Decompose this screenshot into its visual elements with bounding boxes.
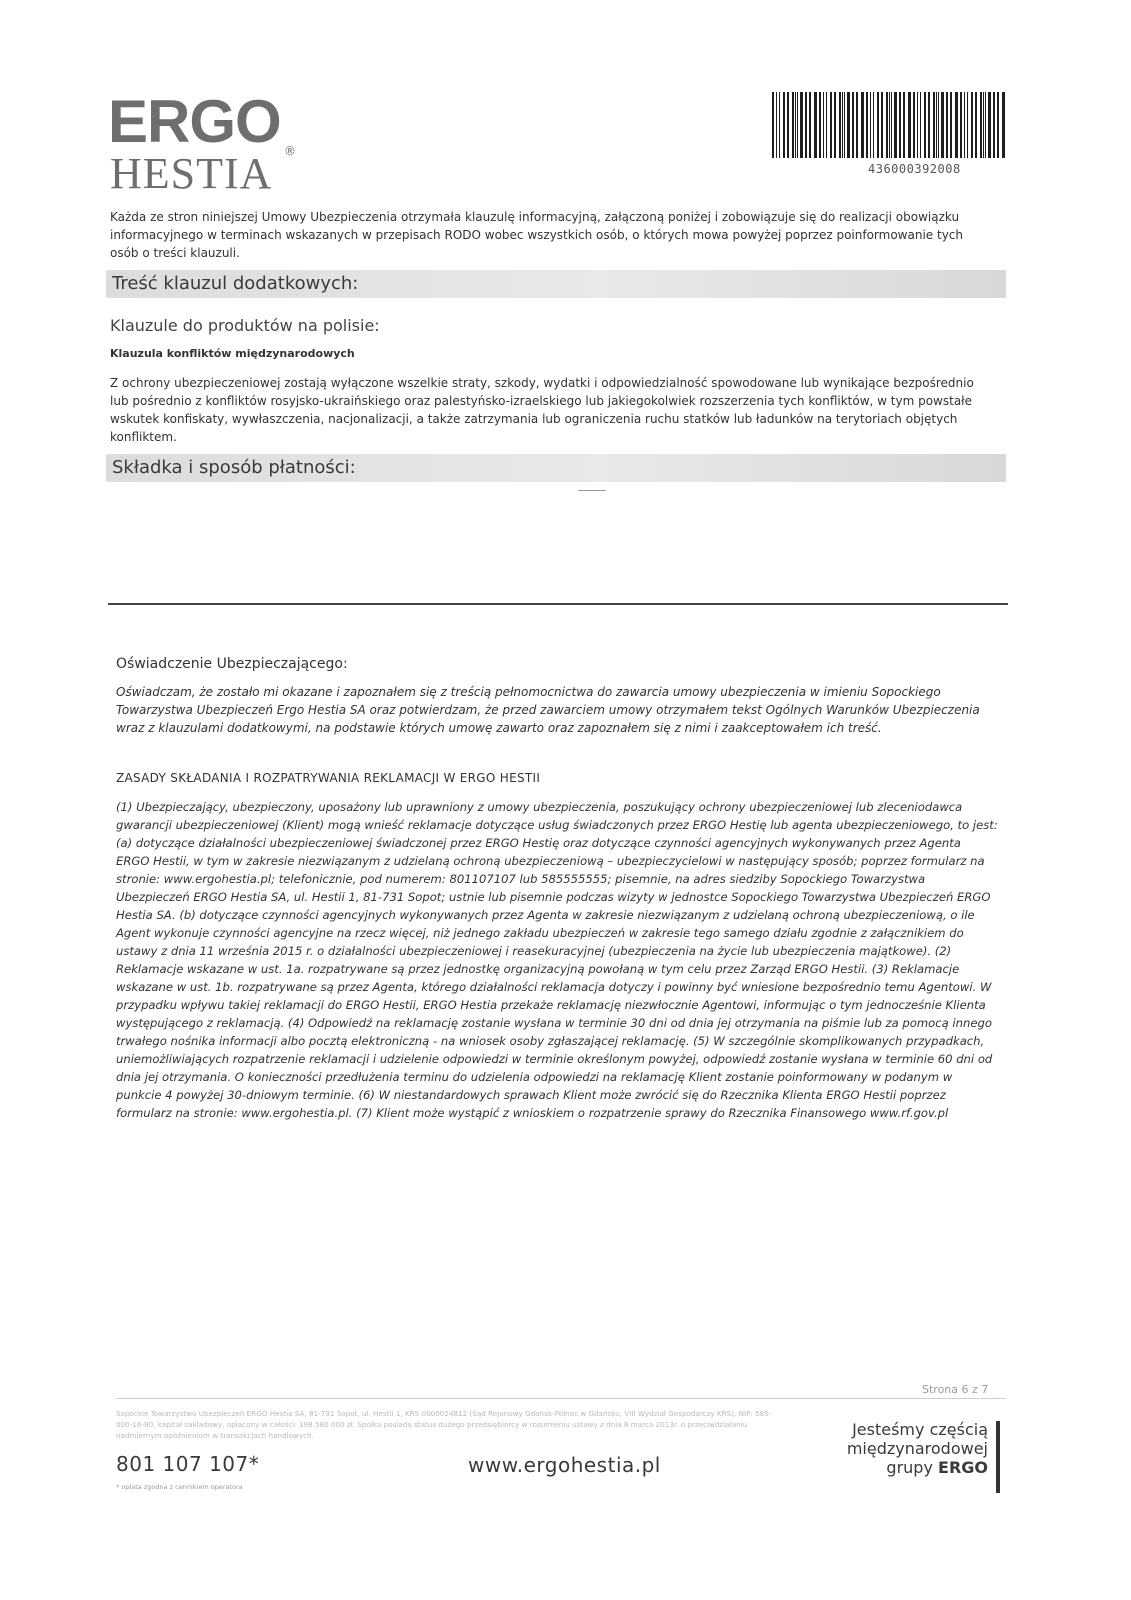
barcode-bar xyxy=(779,92,780,158)
barcode-bar xyxy=(980,92,982,158)
barcode-bar xyxy=(823,92,824,158)
declaration-heading: Oświadczenie Ubezpieczającego: xyxy=(116,656,348,672)
barcode-bar xyxy=(997,92,999,158)
clause-title: Klauzula konfliktów międzynarodowych xyxy=(110,347,355,360)
barcode-bar xyxy=(795,92,796,158)
footer-phone: 801 107 107* xyxy=(116,1452,260,1476)
barcode-bar xyxy=(967,92,968,158)
barcode-bar xyxy=(886,92,888,158)
barcode-bar xyxy=(787,92,789,158)
barcode-bar xyxy=(960,92,962,158)
barcode-bar xyxy=(797,92,798,158)
barcode-bar xyxy=(772,92,774,158)
footer-phone-note: * opłata zgodna z cennikiem operatora xyxy=(116,1483,243,1491)
barcode-bar xyxy=(809,92,811,158)
footer-tagline xyxy=(800,1420,988,1477)
barcode-bar xyxy=(975,92,977,158)
barcode-bar xyxy=(842,92,843,158)
barcode-bar xyxy=(938,92,939,158)
complaint-rules-text: (1) Ubezpieczający, ubezpieczony, uposażony lub uprawniony z umowy ubezpieczenia, poszukujący ochrony ubezpieczeniowej lub zleceniodawca gwarancji ubezpieczeniowej (Klient) mogą wnieść reklamacje dotyczące usług świadczonych przez ERGO Hestię lub agenta ubezpieczeniowego, to jest: (a) dotyczące działalności ubezpieczeniowej świadczonej przez ERGO Hestię oraz dotyczące czynności agencyjnych wykonywanych przez Agenta ERGO Hestii, w tym w zakresie niezwiązanym z udzielaną ochroną ubezpieczeniową – ubezpieczycielowi w następujący sposób; poprzez formularz na stronie: www.ergohestia.pl; telefonicznie, pod numerem: 801107107 lub 585555555; pisemnie, na adres siedziby Sopockiego Towarzystwa Ubezpieczeń ERGO Hestia SA, ul. Hestii 1, 81-731 Sopot; ustnie lub pisemnie podczas wizyty w jednostce Sopockiego Towarzystwa Ubezpieczeń ERGO Hestia SA. (b) dotyczące czynności agencyjnych wykonywanych przez Agenta w zakresie niezwiązanym z udzielaną ochroną ubezpieczeniową, o ile Agent wykonuje czynności agencyjne na rzecz więcej, niż jednego zakładu ubezpieczeń w zakresie tego samego działu zgodnie z załącznikiem do ustawy z dnia 11 września 2015 r. o działalności ubezpieczeniowej i reasekuracyjnej (ubezpieczenia na życie lub ubezpieczenia majątkowe). (2) Reklamacje wskazane w ust. 1a. rozpatrywane są przez jednostkę organizacyjną powołaną w tym celu przez Zarząd ERGO Hestii. (3) Reklamacje wskazane w ust. 1b. rozpatrywane są przez Agenta, którego działalności reklamacja dotyczy i powinny być wniesione bezpośrednio temu Agentowi. W przypadku wpływu takiej reklamacji do ERGO Hestii, ERGO Hestia przekaże reklamację niezwłocznie Agentowi, informując o tym jednocześnie Klienta występującego z reklamacją. (4) Odpowiedź na reklamację zostanie wysłana w terminie 30 dni od dnia jej otrzymania na piśmie lub za pomocą innego trwałego nośnika informacji albo pocztą elektroniczną - na wniosek osoby zgłaszającej reklamację. (5) W szczególnie skomplikowanych przypadkach, uniemożliwiających rozpatrzenie reklamacji i udzielenie odpowiedzi w terminie określonym powyżej, odpowiedź zostanie wysłana w terminie 60 dni od dnia jej otrzymania. O konieczności przedłużenia terminu do udzielenia odpowiedzi na reklamację Klient zostanie poinformowany w podanym w punkcie 4 powyżej 30-dniowym terminie. (6) W niestandardowych sprawach Klient może zwrócić się do Rzecznika Klienta ERGO Hestii poprzez formularz na stronie: www.ergohestia.pl. (7) Klient może wystąpić z wnioskiem o rozpatrzenie sprawy do Rzecznika Finansowego www.rf.gov.pl xyxy=(116,800,998,1120)
logo-ergo-text: ERGO xyxy=(108,88,281,155)
logo-hestia-text: HESTIA xyxy=(110,149,273,198)
barcode-bar xyxy=(776,92,777,158)
barcode-bar xyxy=(830,92,832,158)
barcode-bar xyxy=(946,92,948,158)
barcode-bars xyxy=(770,92,1010,158)
barcode-bar xyxy=(913,92,915,158)
barcode-bar xyxy=(819,92,821,158)
barcode-bar xyxy=(894,92,897,158)
barcode xyxy=(770,92,1010,176)
ergo-hestia-logo xyxy=(108,88,308,202)
barcode-bar xyxy=(814,92,817,158)
barcode-bar xyxy=(903,92,905,158)
barcode-bar xyxy=(924,92,926,158)
intro-paragraph: Każda ze stron niniejszej Umowy Ubezpieczenia otrzymała klauzulę informacyjną, załączoną poniżej i zobowiązuje się do realizacji obowiązku informacyjnego w terminach wskazanych w przepisach RODO wobec wszystkich osób, o których mowa powyżej poprzez poinformowanie tych osób o treści klauzuli. xyxy=(110,210,963,260)
barcode-bar xyxy=(889,92,890,158)
barcode-bar xyxy=(792,92,794,158)
barcode-bar xyxy=(988,92,991,158)
tagline-rule xyxy=(996,1421,1000,1493)
barcode-bar xyxy=(800,92,803,158)
tagline-line-2: międzynarodowej xyxy=(846,1439,988,1458)
barcode-bar xyxy=(861,92,864,158)
tagline-line-1: Jesteśmy częścią xyxy=(852,1420,988,1439)
barcode-bar xyxy=(985,92,986,158)
barcode-bar xyxy=(950,92,952,158)
tagline-line-3 xyxy=(800,1458,988,1477)
tagline-brand: ERGO xyxy=(938,1458,988,1477)
barcode-bar xyxy=(971,92,973,158)
barcode-bar xyxy=(839,92,841,158)
barcode-bar xyxy=(1002,92,1005,158)
barcode-bar xyxy=(955,92,958,158)
barcode-bar xyxy=(936,92,937,158)
barcode-bar xyxy=(941,92,944,158)
barcode-bar xyxy=(877,92,879,158)
product-clauses-heading: Klauzule do produktów na polisie: xyxy=(110,316,380,335)
barcode-bar xyxy=(805,92,807,158)
section-bar-premium xyxy=(106,454,1006,482)
section-title-premium: Składka i sposób płatności: xyxy=(112,457,356,478)
barcode-bar xyxy=(920,92,921,158)
barcode-bar xyxy=(928,92,930,158)
barcode-bar xyxy=(908,92,911,158)
barcode-bar xyxy=(870,92,871,158)
footer-legal-text: Sopockie Towarzystwo Ubezpieczeń ERGO Hestia SA, 81-731 Sopot, ul. Hestii 1, KRS 0000024812 (Sąd Rejonowy Gdańsk-Północ w Gdańsku, VIII Wydział Gospodarczy KRS), NIP: 585-000-16-90, kapitał zakładowy, opłacony w całości: 198 580 000 zł. Spółka posiada status dużego przedsiębiorcy w rozumieniu ustawy z dnia 8 marca 2013r. o przeciwdziałaniu nadmiernym opóźnieniom w transakcjach handlowych. xyxy=(116,1409,772,1440)
complaint-rules-heading: ZASADY SKŁADANIA I ROZPATRYWANIA REKLAMACJI W ERGO HESTII xyxy=(116,771,541,785)
declaration-text: Oświadczam, że zostało mi okazane i zapoznałem się z treścią pełnomocnictwa do zawarcia umowy ubezpieczenia w imieniu Sopockiego Towarzystwa Ubezpieczeń Ergo Hestia SA oraz potwierdzam, że przed zawarciem umowy otrzymałem tekst Ogólnych Warunków Ubezpieczenia wraz z klauzulami dodatkowymi, na podstawie których umowę zawarto oraz zapoznałem się z nimi i zaakceptowałem ich treść. xyxy=(116,685,980,735)
registered-mark: ® xyxy=(284,144,296,158)
barcode-bar xyxy=(847,92,850,158)
barcode-bar xyxy=(881,92,883,158)
barcode-bar xyxy=(873,92,874,158)
barcode-bar xyxy=(834,92,836,158)
clause-text: Z ochrony ubezpieczeniowej zostają wyłączone wszelkie straty, szkody, wydatki i odpowiedzialność spowodowane lub wynikające bezpośrednio lub pośrednio z konfliktów rosyjsko-ukraińskiego oraz palestyńsko-izraelskiego lub jakiegokolwiek rozszerzenia tych konfliktów, w tym powstałe wskutek konfiskaty, wywłaszczenia, nacjonalizacji, a także zatrzymania lub ograniczenia ruchu statków lub ładunków na terytoriach objętych konfliktem. xyxy=(110,376,974,444)
page-number: Strona 6 z 7 xyxy=(922,1383,989,1396)
barcode-number: 436000392008 xyxy=(868,162,961,176)
barcode-bar xyxy=(866,92,868,158)
barcode-bar xyxy=(993,92,995,158)
barcode-bar xyxy=(964,92,965,158)
barcode-bar xyxy=(891,92,892,158)
section-title-additional-clauses: Treść klauzul dodatkowych: xyxy=(112,273,359,294)
tagline-group: grupy xyxy=(886,1458,933,1477)
stray-mark xyxy=(578,490,606,491)
barcode-bar xyxy=(983,92,984,158)
barcode-bar xyxy=(899,92,901,158)
horizontal-divider xyxy=(108,603,1008,605)
barcode-bar xyxy=(826,92,827,158)
barcode-bar xyxy=(917,92,918,158)
barcode-bar xyxy=(783,92,785,158)
footer-divider xyxy=(116,1398,1006,1399)
section-bar-additional-clauses xyxy=(106,270,1006,298)
barcode-bar xyxy=(852,92,854,158)
barcode-bar xyxy=(856,92,858,158)
barcode-bar xyxy=(933,92,935,158)
footer-website: www.ergohestia.pl xyxy=(468,1453,661,1477)
barcode-bar xyxy=(844,92,845,158)
